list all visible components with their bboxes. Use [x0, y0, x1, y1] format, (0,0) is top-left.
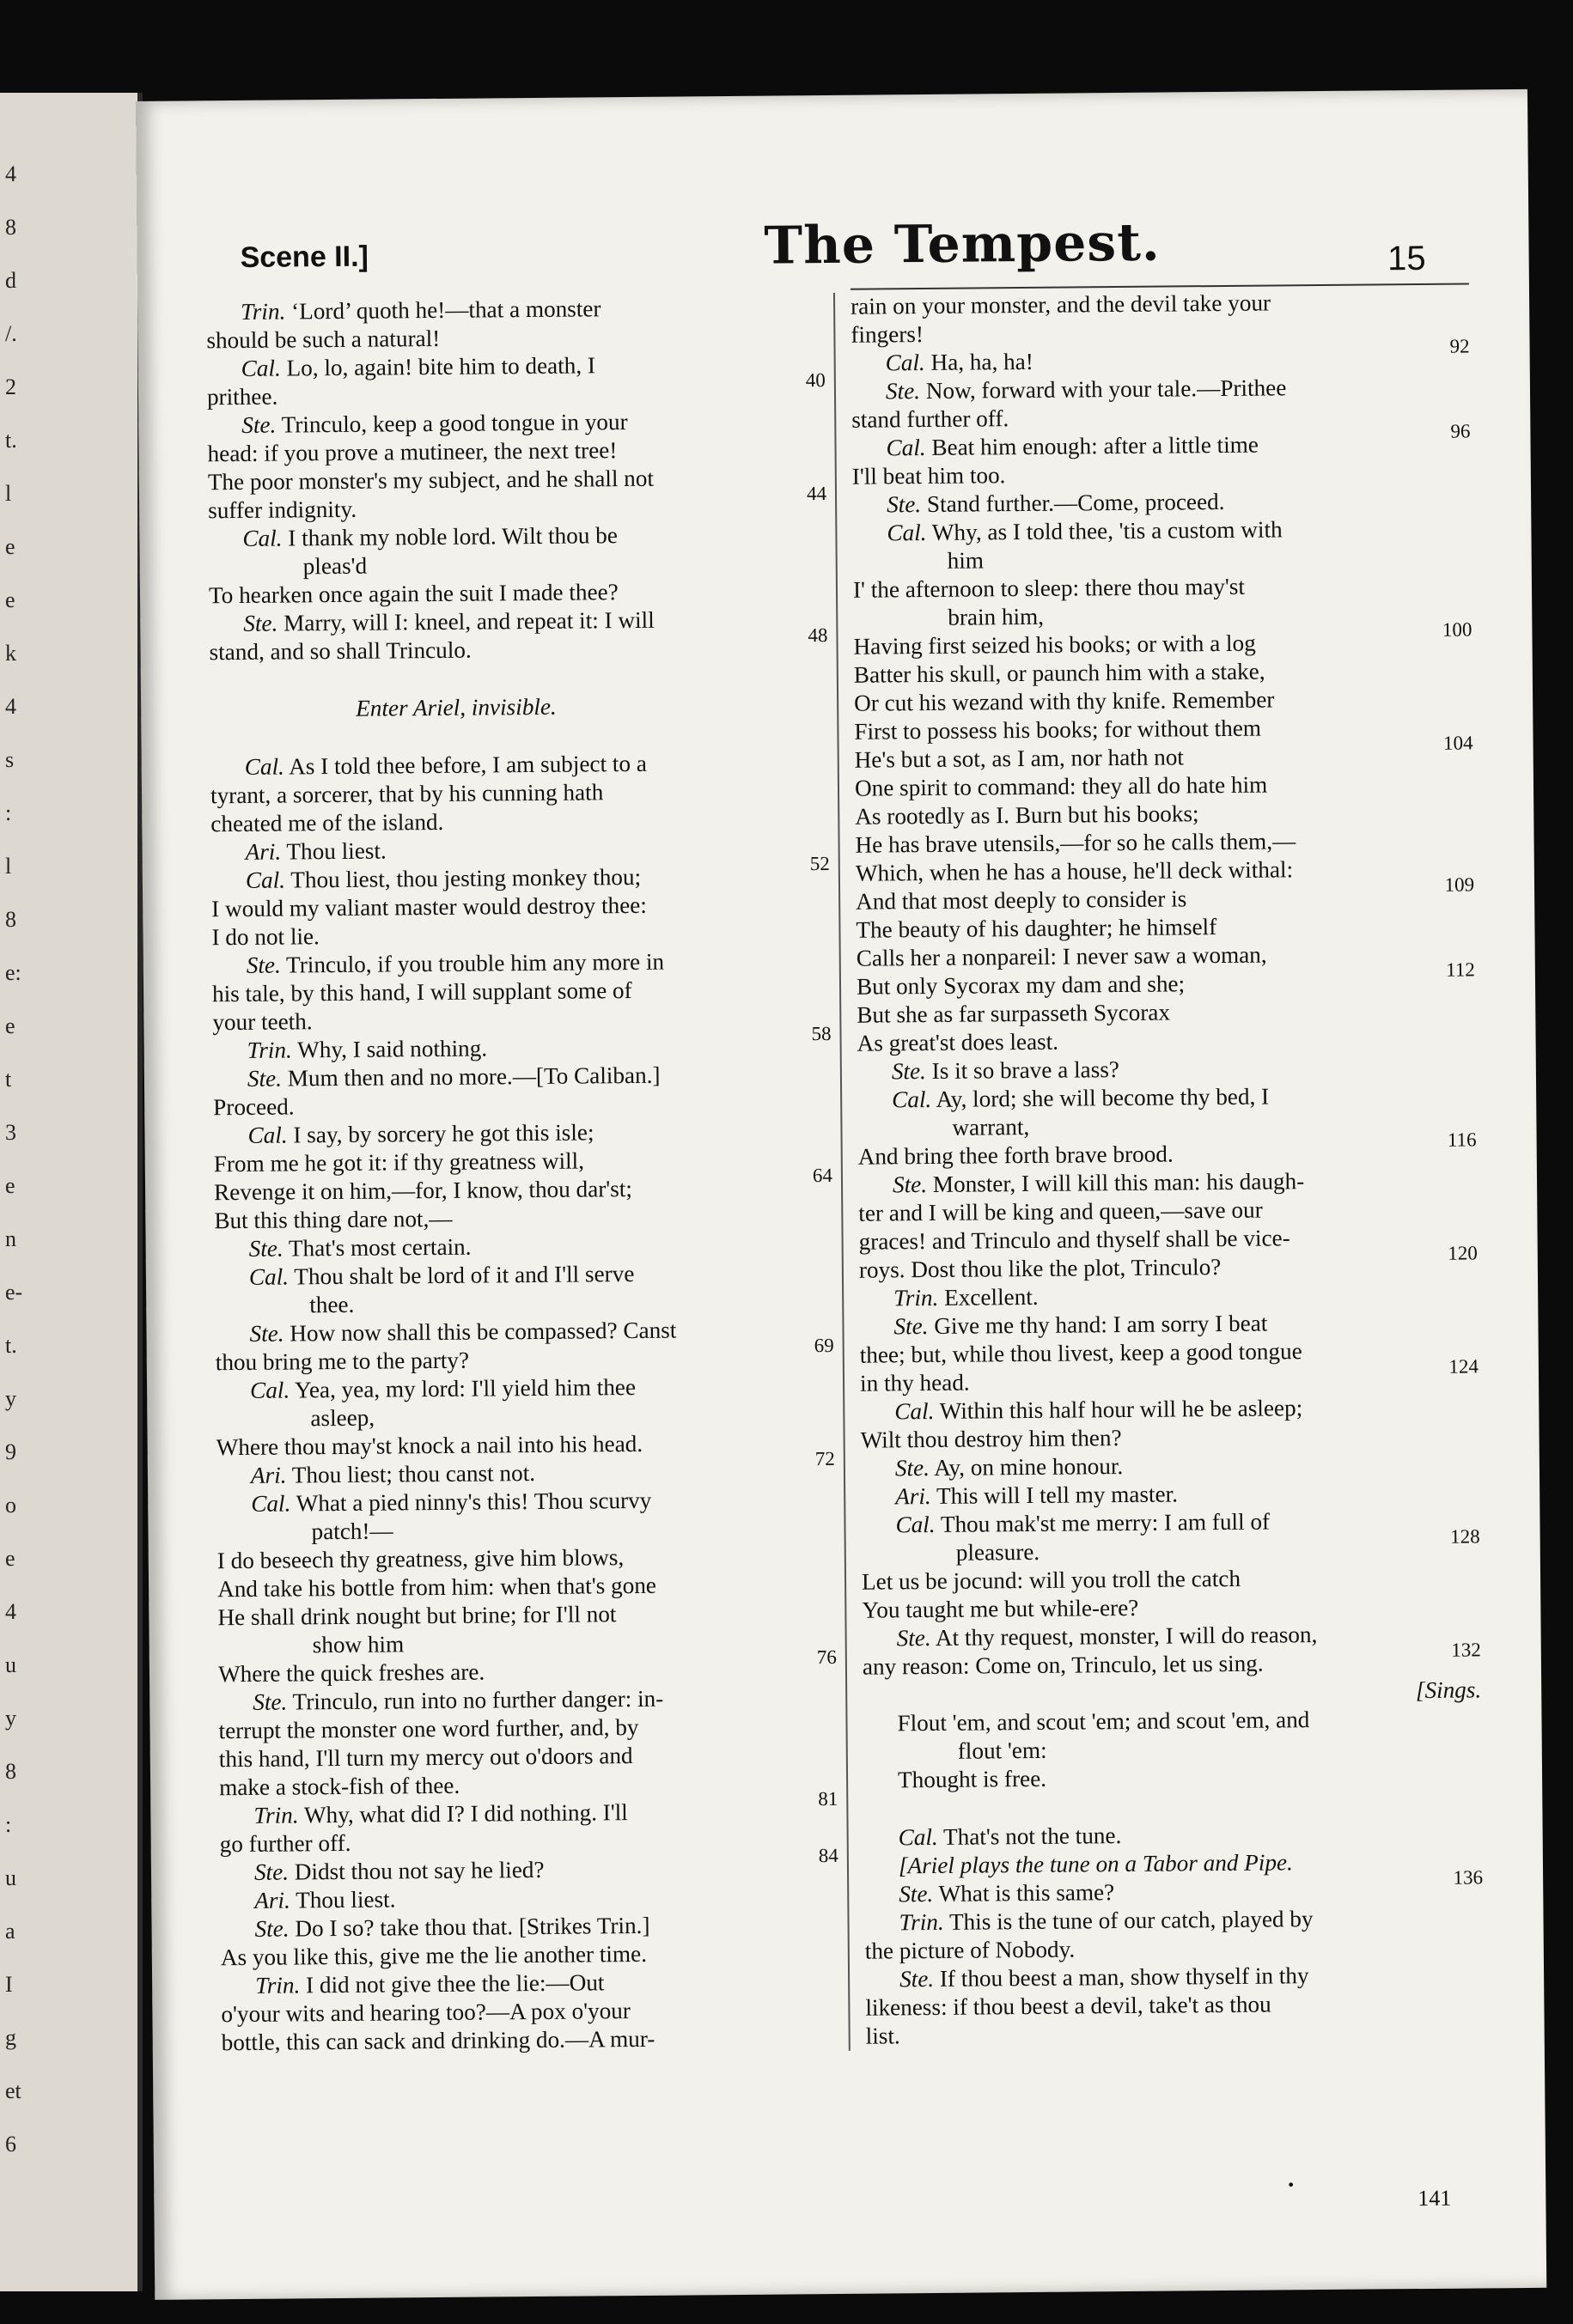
speaker-name: Ste.	[248, 1235, 284, 1262]
line-text: your teeth.	[212, 1008, 313, 1036]
line-text: ter and I will be king and queen,—save our	[858, 1196, 1263, 1226]
line-text: pleas'd	[302, 552, 368, 580]
line-number: 69	[814, 1334, 834, 1357]
line-text: As rootedly as I. Burn but his books;	[855, 800, 1199, 830]
speaker-name: Trin.	[253, 1802, 299, 1828]
speaker-name: Ste.	[894, 1454, 930, 1481]
speaker-name: Cal.	[242, 525, 283, 551]
speaker-name: Trin.	[899, 1908, 944, 1936]
line-number: 58	[811, 1022, 832, 1045]
line-text: Or cut his wezand with thy knife. Remember	[854, 686, 1275, 716]
line-text: his tale, by this hand, I will supplant some of	[211, 976, 632, 1007]
line-text: Proceed.	[213, 1093, 295, 1121]
line-number: 81	[818, 1787, 838, 1810]
line-text: Trin. Excellent.	[893, 1283, 1039, 1311]
margin-fragment: y	[5, 1386, 16, 1411]
speaker-name: Ari.	[895, 1482, 931, 1510]
speaker-name: Ste.	[885, 378, 921, 405]
line-number: 112	[1446, 958, 1475, 981]
line-text: o'your wits and hearing too?—A pox o'your	[221, 1998, 631, 2028]
speaker-name: Cal.	[898, 1823, 938, 1851]
line-text: Cal. That's not the tune.	[898, 1822, 1122, 1851]
line-text: Ste. Marry, will I: kneel, and repeat it: I will	[243, 606, 655, 636]
line-text: any reason: Come on, Trinculo, let us sing.	[862, 1650, 1264, 1680]
line-number: 40	[805, 369, 826, 392]
line-text: terrupt the monster one word further, and, by	[218, 1713, 639, 1744]
line-text: Cal. Thou liest, thou jesting monkey thou;	[245, 863, 642, 893]
line-number: 120	[1448, 1242, 1478, 1264]
line-text: Cal. Thou mak'st me merry: I am full of	[895, 1508, 1271, 1538]
line-text: fingers!	[851, 321, 924, 348]
line-text: make a stock-fish of thee.	[219, 1772, 460, 1801]
margin-fragment: 4	[5, 694, 16, 719]
speaker-name: Ste.	[892, 1171, 928, 1198]
line-text: Cal. Yea, yea, my lord: I'll yield him thee	[249, 1373, 637, 1403]
speaker-name: Ari.	[245, 838, 282, 865]
line-text: Ste. How now shall this be compassed? Canst	[249, 1317, 677, 1347]
line-text: Cal. As I told thee before, I am subject to a	[244, 750, 647, 780]
line-text: [Sings.	[1415, 1676, 1482, 1704]
line-text: Cal. Thou shalt be lord of it and I'll serve	[248, 1260, 635, 1290]
line-text: First to possess his books; for without them	[854, 715, 1262, 745]
line-text: Cal. Why, as I told thee, 'tis a custom with	[887, 516, 1283, 546]
line-text: Ste. Give me thy hand: I am sorry I beat	[893, 1310, 1268, 1340]
speaker-name: Cal.	[885, 349, 925, 376]
text-line	[209, 624, 828, 666]
line-text: And take his bottle from him: when that's gone	[216, 1572, 657, 1603]
line-text: Flout 'em, and scout 'em; and scout 'em, and	[897, 1706, 1310, 1737]
text-line	[222, 2023, 840, 2057]
line-text: graces! and Trinculo and thyself shall be vice-	[858, 1225, 1290, 1255]
margin-fragment: g	[5, 2025, 16, 2050]
line-text: Ste. That's most certain.	[248, 1233, 472, 1262]
text-line	[863, 1761, 1482, 1794]
speaker-name: Cal.	[245, 867, 286, 893]
line-text: [Ariel plays the tune on a Tabor and Pipe.	[898, 1849, 1293, 1879]
speaker-name: Ste.	[253, 1688, 288, 1715]
footer-line-number: 141	[1418, 2185, 1452, 2211]
speaker-name: Ste.	[893, 1313, 929, 1340]
margin-fragment: I	[5, 1972, 13, 1997]
line-text: Ari. Thou liest; thou canst not.	[250, 1460, 536, 1488]
margin-fragment: e	[5, 587, 15, 612]
page-header	[240, 210, 1495, 289]
speaker-name: Ste.	[246, 952, 281, 978]
text-line	[210, 691, 828, 724]
margin-fragment: 8	[5, 907, 16, 932]
line-text: He shall drink nought but brine; for I'll not	[217, 1601, 617, 1631]
line-text: Ari. Thou liest.	[245, 837, 387, 865]
line-text: Ste. Ay, on mine honour.	[894, 1453, 1124, 1481]
margin-fragment: 2	[5, 374, 16, 399]
line-text: head: if you prove a mutineer, the next tree!	[207, 437, 618, 467]
line-text: Trin. Why, I said nothing.	[247, 1035, 488, 1063]
line-text: Trin. I did not give thee the lie:—Out	[255, 1969, 605, 1999]
margin-fragment: 3	[5, 1120, 16, 1145]
line-text: I do beseech thy greatness, give him blows,	[216, 1544, 625, 1574]
line-number: 92	[1449, 335, 1470, 357]
line-text: Cal. I thank my noble lord. Wilt thou be	[242, 522, 618, 551]
line-text: Ste. If thou beest a man, show thyself in thy	[899, 1962, 1309, 1992]
margin-fragment: t.	[5, 428, 17, 453]
speaker-name: Cal.	[886, 434, 926, 461]
line-text: He's but a sot, as I am, nor hath not	[854, 744, 1185, 773]
line-text: Cal. Ay, lord; she will become thy bed, I	[892, 1083, 1270, 1113]
line-text: patch!—	[311, 1518, 393, 1545]
line-text: thou bring me to the party?	[215, 1347, 470, 1376]
margin-fragment: t.	[5, 1333, 17, 1358]
right-column	[833, 287, 1485, 2050]
line-number: 104	[1442, 732, 1473, 754]
margin-fragment: et	[5, 2078, 21, 2103]
line-number: 72	[814, 1447, 835, 1470]
speaker-name: Cal.	[892, 1086, 932, 1113]
margin-fragment: 6	[5, 2132, 16, 2157]
speaker-name: Ste.	[241, 411, 277, 438]
line-text: Revenge it on him,—for, I know, thou dar'st;	[213, 1176, 633, 1206]
line-text: Cal. Beat him enough: after a little time	[886, 431, 1259, 461]
line-number: 128	[1450, 1525, 1480, 1548]
margin-fragment: 4	[5, 161, 16, 186]
speaker-name: Ste.	[886, 491, 922, 518]
line-text: flout 'em:	[957, 1737, 1047, 1764]
line-text: show him	[312, 1631, 405, 1658]
line-text: this hand, I'll turn my mercy out o'doors and	[218, 1743, 633, 1773]
speaker-name: Ste.	[247, 1065, 283, 1092]
line-text: As great'st does least.	[857, 1028, 1059, 1056]
line-text: I' the afternoon to sleep: there thou may'st	[852, 573, 1246, 603]
line-number: 76	[816, 1646, 837, 1669]
line-number: 132	[1451, 1639, 1481, 1661]
speaker-name: Trin.	[247, 1037, 292, 1063]
line-text: But she as far surpasseth Sycorax	[857, 999, 1171, 1028]
scene-label: Scene II.]	[240, 240, 369, 274]
line-text: Ste. Stand further.—Come, proceed.	[886, 488, 1225, 518]
margin-fragment: 8	[5, 215, 16, 240]
margin-fragment: 9	[5, 1439, 16, 1464]
text-line	[866, 2017, 1485, 2050]
page-title: The Tempest.	[764, 212, 1161, 277]
margin-fragment: d	[5, 268, 16, 293]
margin-fragment: k	[5, 641, 16, 666]
margin-fragment: e	[5, 1173, 15, 1198]
line-text: Let us be jocund: will you troll the catch	[861, 1565, 1241, 1595]
line-text: Wilt thou destroy him then?	[860, 1425, 1122, 1453]
left-column	[206, 293, 840, 2057]
line-text: You taught me but while-ere?	[862, 1594, 1139, 1623]
speaker-name: Cal.	[247, 1122, 288, 1148]
line-text: suffer indignity.	[208, 496, 357, 524]
line-number: 96	[1450, 420, 1471, 442]
line-text: asleep,	[310, 1404, 375, 1432]
line-text: From me he got it: if thy greatness will,	[213, 1147, 585, 1177]
line-text: stand, and so shall Trinculo.	[209, 636, 472, 666]
speaker-name: Ste.	[253, 1859, 290, 1885]
line-text: him	[947, 547, 985, 574]
speaker-name: Ste.	[249, 1320, 284, 1347]
line-number: 100	[1442, 618, 1472, 641]
line-text: I'll beat him too.	[851, 462, 1006, 490]
speaker-name: Ari.	[250, 1462, 287, 1488]
speaker-name: Ste.	[899, 1965, 935, 1992]
line-text: the picture of Nobody.	[864, 1936, 1076, 1964]
speaker-name: Trin.	[255, 1972, 301, 1999]
line-text: To hearken once again the suit I made thee?	[208, 579, 619, 609]
line-text: Having first seized his books; or with a log	[853, 630, 1256, 660]
line-text: Cal. What a pied ninny's this! Thou scurvy	[251, 1487, 652, 1517]
margin-fragment: e:	[5, 960, 21, 985]
line-number: 136	[1453, 1866, 1484, 1889]
margin-fragment: u	[5, 1652, 16, 1677]
line-text: Which, when he has a house, he'll deck withal:	[855, 856, 1294, 886]
line-text: Ste. What is this same?	[899, 1879, 1115, 1907]
margin-fragment: e	[5, 1546, 15, 1571]
margin-fragment: e-	[5, 1280, 23, 1305]
line-text: brain him,	[948, 603, 1045, 630]
footer-dot: •	[1288, 2175, 1295, 2195]
line-text: Where the quick freshes are.	[217, 1658, 485, 1688]
line-text: warrant,	[952, 1113, 1030, 1141]
line-text: And bring thee forth brave brood.	[857, 1141, 1174, 1170]
page-number: 15	[1387, 239, 1426, 278]
margin-fragment: n	[5, 1226, 16, 1251]
speaker-name: Cal.	[894, 1397, 935, 1425]
margin-fragment: /.	[5, 321, 17, 346]
speaker-name: Cal.	[887, 519, 927, 546]
line-text: pleasure.	[955, 1538, 1040, 1566]
line-text: rain on your monster, and the devil take your	[850, 289, 1271, 319]
line-text: stand further off.	[851, 405, 1009, 433]
line-text: in thy head.	[859, 1369, 970, 1396]
line-text: bottle, this can sack and drinking do.—A mur-	[221, 2025, 655, 2056]
line-text: Ste. Trinculo, if you trouble him any more in	[246, 948, 665, 978]
speaker-name: Ste.	[243, 610, 278, 636]
line-text: But only Sycorax my dam and she;	[856, 970, 1186, 1000]
line-number: 52	[809, 852, 830, 875]
line-text: Trin. This is the tune of our catch, played by	[899, 1906, 1314, 1936]
line-text: thee; but, while thou livest, keep a good tongue	[859, 1338, 1302, 1368]
line-text: go further off.	[219, 1829, 351, 1858]
margin-fragment: y	[5, 1706, 16, 1731]
line-text: One spirit to command: they all do hate him	[854, 771, 1268, 801]
line-text: Ste. At thy request, monster, I will do reason,	[896, 1621, 1318, 1652]
line-text: likeness: if thou beest a devil, take't as thou	[865, 1991, 1271, 2021]
line-text: But this thing dare not,—	[214, 1205, 453, 1234]
line-text: Calls her a nonpareil: I never saw a woman,	[856, 941, 1267, 971]
margin-fragment: e	[5, 534, 15, 559]
speaker-name: Trin.	[241, 298, 286, 325]
line-text: Trin. Why, what did I? I did nothing. I'll	[253, 1799, 628, 1828]
line-text: Cal. Ha, ha, ha!	[885, 348, 1033, 376]
speaker-name: Ste.	[891, 1058, 927, 1085]
line-text: Ste. Monster, I will kill this man: his daugh-	[892, 1168, 1305, 1198]
line-text: As you like this, give me the lie another time.	[220, 1940, 648, 1971]
speaker-name: Cal.	[251, 1490, 291, 1517]
line-text: Batter his skull, or paunch him with a stake,	[853, 658, 1265, 688]
line-text: I do not lie.	[211, 923, 320, 951]
line-text: Ste. Trinculo, keep a good tongue in your	[241, 409, 628, 438]
line-text: Thought is free.	[897, 1765, 1047, 1793]
speaker-name: Cal.	[249, 1377, 290, 1403]
margin-fragment: t	[5, 1067, 12, 1092]
speaker-name: Cal.	[241, 355, 281, 381]
facing-page-edge	[0, 93, 143, 2291]
line-text: Ari. Thou liest.	[254, 1886, 396, 1913]
line-text: should be such a natural!	[206, 325, 441, 354]
margin-fragment: o	[5, 1493, 16, 1518]
margin-fragment: :	[5, 1812, 12, 1837]
line-text: list.	[865, 2023, 900, 2049]
line-text: prithee.	[206, 383, 278, 411]
line-number: 64	[812, 1164, 833, 1187]
speaker-name: Cal.	[248, 1263, 290, 1290]
margin-fragment: u	[5, 1865, 16, 1890]
line-text: thee.	[309, 1291, 355, 1318]
line-number: 48	[808, 624, 828, 647]
margin-fragment: :	[5, 800, 12, 825]
line-text: Cal. Lo, lo, again! bite him to death, I	[241, 352, 596, 381]
line-text: Where thou may'st knock a nail into his head.	[216, 1430, 643, 1461]
line-number: 116	[1447, 1129, 1477, 1151]
line-text: Cal. Within this half hour will he be asleep;	[894, 1395, 1303, 1425]
line-text: Enter Ariel, invisible.	[356, 693, 557, 721]
line-text: Ste. Trinculo, run into no further danger: in-	[253, 1685, 664, 1715]
speaker-name: Trin.	[893, 1284, 939, 1311]
line-number: 109	[1444, 873, 1475, 896]
line-number: 84	[818, 1844, 838, 1867]
line-text: Ari. This will I tell my master.	[895, 1481, 1179, 1510]
speaker-name: Ste.	[899, 1880, 934, 1907]
line-text: I would my valiant master would destroy thee:	[211, 891, 647, 922]
speaker-name: Cal.	[895, 1511, 936, 1538]
line-text: Ste. Now, forward with your tale.—Prithee	[885, 374, 1287, 405]
line-text: And that most deeply to consider is	[856, 885, 1187, 915]
line-text: Ste. Didst thou not say he lied?	[253, 1856, 545, 1885]
margin-fragment: 8	[5, 1759, 16, 1784]
line-number: 124	[1448, 1355, 1479, 1378]
margin-fragment: e	[5, 1013, 15, 1038]
line-text: Ste. Is it so brave a lass?	[891, 1056, 1120, 1085]
margin-fragment: a	[5, 1919, 15, 1944]
margin-fragment: s	[5, 747, 15, 772]
line-text: tyrant, a sorcerer, that by his cunning hath	[210, 779, 604, 809]
line-text: Ste. Do I so? take thou that. [Strikes Trin.]	[254, 1912, 650, 1942]
speaker-name: Cal.	[244, 753, 284, 780]
line-text: Ste. Mum then and no more.—[To Caliban.]	[247, 1062, 661, 1092]
line-text: Trin. ‘Lord’ quoth he!—that a monster	[241, 295, 601, 325]
line-text: The beauty of his daughter; he himself	[856, 914, 1217, 943]
speaker-name: Ari.	[254, 1887, 290, 1913]
line-text: He has brave utensils,—for so he calls them,—	[855, 828, 1296, 858]
line-number: 44	[806, 483, 827, 505]
line-text: roys. Dost thou like the plot, Trinculo?	[858, 1254, 1222, 1283]
line-text: Cal. I say, by sorcery he got this isle;	[247, 1119, 594, 1148]
margin-fragment: 4	[5, 1599, 16, 1624]
line-text: The poor monster's my subject, and he shall not	[207, 465, 655, 496]
margin-fragment: l	[5, 481, 12, 506]
margin-fragment: l	[5, 854, 12, 879]
line-text: cheated me of the island.	[210, 808, 444, 837]
speaker-name: Ste.	[254, 1915, 290, 1942]
speaker-name: Ste.	[896, 1624, 931, 1652]
book-page	[136, 89, 1546, 2300]
